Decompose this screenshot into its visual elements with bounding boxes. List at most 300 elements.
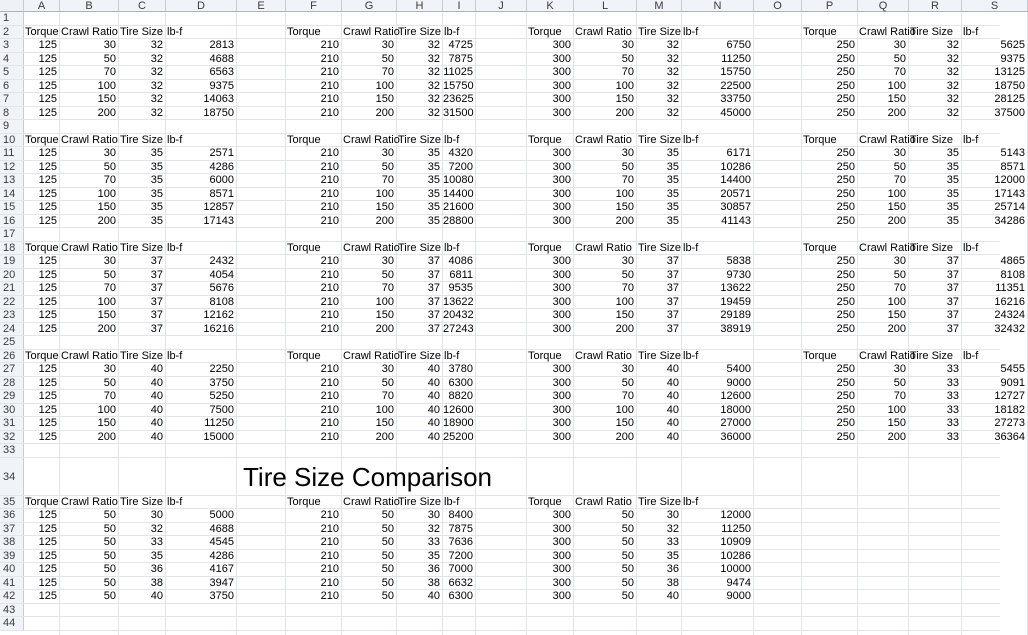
cell-value[interactable]: 11351 <box>995 282 1025 295</box>
cell-value[interactable]: 70 <box>103 66 116 79</box>
row-header-40[interactable]: 40 <box>0 563 24 577</box>
cell-value[interactable]: 32 <box>427 39 440 52</box>
cell-value[interactable]: 300 <box>552 106 571 119</box>
cell-value[interactable]: 50 <box>621 509 634 522</box>
column-header-p[interactable]: P <box>802 0 858 12</box>
cell-value[interactable]: 32 <box>150 106 163 119</box>
cell-value[interactable]: 200 <box>375 430 394 443</box>
cell-value[interactable]: 36000 <box>720 430 751 443</box>
cell-value[interactable]: 250 <box>836 309 855 322</box>
cell-value[interactable]: 70 <box>381 66 394 79</box>
cell-value[interactable]: 35 <box>666 549 679 562</box>
cell-value[interactable]: 300 <box>552 214 571 227</box>
cell-value[interactable]: 200 <box>375 214 394 227</box>
cell-value[interactable]: 7200 <box>448 549 473 562</box>
cell-value[interactable]: 18750 <box>203 106 234 119</box>
column-label[interactable]: Crawl Ratio <box>343 241 400 254</box>
cell-value[interactable]: 210 <box>320 430 339 443</box>
cell-value[interactable]: 35 <box>427 214 440 227</box>
cell-value[interactable]: 5250 <box>209 390 234 403</box>
row-header-33[interactable]: 33 <box>0 444 24 458</box>
cell-value[interactable]: 10909 <box>720 536 751 549</box>
cell-value[interactable]: 100 <box>615 79 634 92</box>
column-label[interactable]: Tire Size <box>910 133 953 146</box>
cell-value[interactable]: 3750 <box>209 590 234 603</box>
cell-value[interactable]: 125 <box>38 563 57 576</box>
cell-value[interactable]: 30 <box>621 147 634 160</box>
cell-value[interactable]: 40 <box>666 417 679 430</box>
cell-value[interactable]: 7875 <box>448 52 473 65</box>
column-label[interactable]: Crawl Ratio <box>575 349 632 362</box>
row-header-1[interactable]: 1 <box>0 12 24 26</box>
cell-value[interactable]: 35 <box>666 160 679 173</box>
cell-value[interactable]: 210 <box>320 363 339 376</box>
column-label[interactable]: Torque <box>528 241 562 254</box>
column-label[interactable]: Crawl Ratio <box>343 25 400 38</box>
cell-value[interactable]: 40 <box>150 363 163 376</box>
cell-value[interactable]: 12600 <box>443 403 474 416</box>
cell-value[interactable]: 125 <box>38 201 57 214</box>
cell-value[interactable]: 50 <box>103 590 116 603</box>
cell-value[interactable]: 210 <box>320 174 339 187</box>
cell-value[interactable]: 70 <box>103 282 116 295</box>
column-label[interactable]: lb-f <box>444 349 460 362</box>
cell-value[interactable]: 12600 <box>720 390 751 403</box>
cell-value[interactable]: 32 <box>150 79 163 92</box>
cell-value[interactable]: 210 <box>320 549 339 562</box>
cell-value[interactable]: 300 <box>552 268 571 281</box>
cell-value[interactable]: 150 <box>97 417 116 430</box>
column-label[interactable]: Torque <box>25 25 59 38</box>
cell-value[interactable]: 125 <box>38 549 57 562</box>
column-label[interactable]: lb-f <box>167 133 183 146</box>
cell-value[interactable]: 50 <box>893 160 906 173</box>
column-label[interactable]: lb-f <box>963 349 979 362</box>
cell-value[interactable]: 200 <box>97 430 116 443</box>
cell-value[interactable]: 50 <box>621 563 634 576</box>
cell-value[interactable]: 250 <box>836 66 855 79</box>
column-label[interactable]: Torque <box>287 241 321 254</box>
cell-value[interactable]: 37 <box>666 282 679 295</box>
column-label[interactable]: Crawl Ratio <box>61 349 118 362</box>
cell-value[interactable]: 6300 <box>448 590 473 603</box>
cell-value[interactable]: 125 <box>38 174 57 187</box>
cell-value[interactable]: 4054 <box>209 268 234 281</box>
cell-value[interactable]: 5143 <box>1000 147 1025 160</box>
cell-value[interactable]: 50 <box>381 590 394 603</box>
cell-value[interactable]: 210 <box>320 106 339 119</box>
cell-value[interactable]: 2250 <box>209 363 234 376</box>
cell-value[interactable]: 37 <box>666 309 679 322</box>
cell-value[interactable]: 35 <box>666 187 679 200</box>
cell-value[interactable]: 37 <box>946 255 959 268</box>
cell-value[interactable]: 40 <box>666 363 679 376</box>
column-label[interactable]: Torque <box>803 349 837 362</box>
cell-value[interactable]: 6632 <box>448 576 473 589</box>
cell-value[interactable]: 33 <box>946 390 959 403</box>
cell-value[interactable]: 32 <box>946 106 959 119</box>
cell-value[interactable]: 20571 <box>720 187 751 200</box>
cell-value[interactable]: 9375 <box>1000 52 1025 65</box>
cell-value[interactable]: 70 <box>381 282 394 295</box>
cell-value[interactable]: 37 <box>427 268 440 281</box>
cell-value[interactable]: 250 <box>836 403 855 416</box>
column-label[interactable]: Torque <box>528 349 562 362</box>
cell-value[interactable]: 210 <box>320 66 339 79</box>
cell-value[interactable]: 70 <box>621 66 634 79</box>
cell-value[interactable]: 32 <box>150 52 163 65</box>
cell-value[interactable]: 4545 <box>209 536 234 549</box>
cell-value[interactable]: 12727 <box>994 390 1025 403</box>
cell-value[interactable]: 6563 <box>209 66 234 79</box>
cell-value[interactable]: 125 <box>38 509 57 522</box>
cell-value[interactable]: 100 <box>97 403 116 416</box>
cell-value[interactable]: 35 <box>150 549 163 562</box>
cell-value[interactable]: 7500 <box>209 403 234 416</box>
column-label[interactable]: lb-f <box>444 133 460 146</box>
cell-value[interactable]: 21600 <box>443 201 474 214</box>
column-header-k[interactable]: K <box>527 0 574 12</box>
cell-value[interactable]: 50 <box>103 52 116 65</box>
cell-value[interactable]: 300 <box>552 430 571 443</box>
cell-value[interactable]: 125 <box>38 79 57 92</box>
cell-value[interactable]: 45000 <box>720 106 751 119</box>
cell-value[interactable]: 50 <box>381 52 394 65</box>
cell-value[interactable]: 8820 <box>448 390 473 403</box>
cell-value[interactable]: 125 <box>38 536 57 549</box>
cell-value[interactable]: 35 <box>946 160 959 173</box>
column-header-d[interactable]: D <box>166 0 237 12</box>
cell-value[interactable]: 9730 <box>726 268 751 281</box>
cell-value[interactable]: 10286 <box>720 160 751 173</box>
cell-value[interactable]: 12000 <box>994 174 1025 187</box>
cell-value[interactable]: 125 <box>38 39 57 52</box>
cell-value[interactable]: 32 <box>150 66 163 79</box>
row-header-20[interactable]: 20 <box>0 269 24 283</box>
cell-value[interactable]: 200 <box>887 106 906 119</box>
column-header-m[interactable]: M <box>637 0 682 12</box>
cell-value[interactable]: 300 <box>552 590 571 603</box>
column-label[interactable]: Tire Size <box>398 349 441 362</box>
cell-value[interactable]: 250 <box>836 106 855 119</box>
cell-value[interactable]: 35 <box>427 160 440 173</box>
cell-value[interactable]: 18182 <box>994 403 1025 416</box>
column-label[interactable]: Torque <box>528 25 562 38</box>
cell-value[interactable]: 210 <box>320 576 339 589</box>
cell-value[interactable]: 5625 <box>1000 39 1025 52</box>
cell-value[interactable]: 210 <box>320 590 339 603</box>
cell-value[interactable]: 36 <box>427 563 440 576</box>
cell-value[interactable]: 50 <box>621 549 634 562</box>
cell-value[interactable]: 50 <box>381 268 394 281</box>
cell-value[interactable]: 50 <box>893 52 906 65</box>
cell-value[interactable]: 300 <box>552 363 571 376</box>
row-header-2[interactable]: 2 <box>0 26 24 40</box>
cell-value[interactable]: 38 <box>427 576 440 589</box>
cell-value[interactable]: 70 <box>893 66 906 79</box>
column-label[interactable]: Torque <box>287 349 321 362</box>
cell-value[interactable]: 50 <box>381 160 394 173</box>
cell-value[interactable]: 4688 <box>209 52 234 65</box>
cell-value[interactable]: 125 <box>38 376 57 389</box>
cell-value[interactable]: 35 <box>666 147 679 160</box>
cell-value[interactable]: 125 <box>38 52 57 65</box>
column-label[interactable]: lb-f <box>167 25 183 38</box>
cell-value[interactable]: 5455 <box>1000 363 1025 376</box>
cell-value[interactable]: 38 <box>150 576 163 589</box>
cell-value[interactable]: 50 <box>893 376 906 389</box>
cell-value[interactable]: 32 <box>666 106 679 119</box>
cell-value[interactable]: 13622 <box>443 295 474 308</box>
cell-value[interactable]: 11250 <box>721 522 751 535</box>
column-label[interactable]: lb-f <box>683 495 699 508</box>
cell-value[interactable]: 32 <box>666 39 679 52</box>
cell-value[interactable]: 250 <box>836 417 855 430</box>
cell-value[interactable]: 32 <box>427 522 440 535</box>
row-header-41[interactable]: 41 <box>0 577 24 591</box>
cell-value[interactable]: 35 <box>150 214 163 227</box>
row-header-32[interactable]: 32 <box>0 431 24 445</box>
select-all-corner[interactable] <box>0 0 24 12</box>
cell-value[interactable]: 210 <box>320 255 339 268</box>
cell-value[interactable]: 24324 <box>994 309 1025 322</box>
row-header-6[interactable]: 6 <box>0 80 24 94</box>
cell-value[interactable]: 25714 <box>994 201 1025 214</box>
column-label[interactable]: Torque <box>25 495 59 508</box>
column-label[interactable]: lb-f <box>167 241 183 254</box>
cell-value[interactable]: 8571 <box>1000 160 1025 173</box>
cell-value[interactable]: 22500 <box>720 79 751 92</box>
cell-value[interactable]: 100 <box>615 295 634 308</box>
cell-value[interactable]: 125 <box>38 522 57 535</box>
cell-value[interactable]: 12162 <box>203 309 234 322</box>
cell-value[interactable]: 210 <box>320 79 339 92</box>
cell-value[interactable]: 70 <box>621 282 634 295</box>
cell-value[interactable]: 32 <box>946 52 959 65</box>
cell-value[interactable]: 18900 <box>443 417 474 430</box>
row-header-35[interactable]: 35 <box>0 496 24 510</box>
cell-value[interactable]: 70 <box>103 390 116 403</box>
cell-value[interactable]: 17143 <box>203 214 234 227</box>
cell-value[interactable]: 125 <box>38 430 57 443</box>
cell-value[interactable]: 20432 <box>443 309 474 322</box>
cell-value[interactable]: 33750 <box>720 93 751 106</box>
row-header-12[interactable]: 12 <box>0 161 24 175</box>
cell-value[interactable]: 35 <box>150 187 163 200</box>
cell-value[interactable]: 50 <box>381 509 394 522</box>
cell-value[interactable]: 100 <box>375 187 394 200</box>
cell-value[interactable]: 125 <box>38 282 57 295</box>
column-header-q[interactable]: Q <box>858 0 909 12</box>
cell-value[interactable]: 11250 <box>204 417 234 430</box>
column-label[interactable]: Torque <box>287 133 321 146</box>
column-label[interactable]: Torque <box>803 133 837 146</box>
row-header-23[interactable]: 23 <box>0 309 24 323</box>
cell-value[interactable]: 100 <box>97 79 116 92</box>
cell-value[interactable]: 125 <box>38 93 57 106</box>
cell-value[interactable]: 40 <box>150 403 163 416</box>
cell-value[interactable]: 250 <box>836 390 855 403</box>
cell-value[interactable]: 35 <box>427 187 440 200</box>
cell-value[interactable]: 210 <box>320 187 339 200</box>
cell-value[interactable]: 37 <box>150 268 163 281</box>
cell-value[interactable]: 300 <box>552 322 571 335</box>
cell-value[interactable]: 19459 <box>720 295 751 308</box>
column-label[interactable]: lb-f <box>167 495 183 508</box>
cell-value[interactable]: 50 <box>893 268 906 281</box>
cell-value[interactable]: 125 <box>38 590 57 603</box>
cell-value[interactable]: 150 <box>887 201 906 214</box>
column-label[interactable]: lb-f <box>167 349 183 362</box>
cell-value[interactable]: 50 <box>103 160 116 173</box>
cell-value[interactable]: 100 <box>887 187 906 200</box>
cell-value[interactable]: 7636 <box>448 536 473 549</box>
cell-value[interactable]: 2432 <box>209 255 234 268</box>
cell-value[interactable]: 32 <box>150 93 163 106</box>
cell-value[interactable]: 125 <box>38 363 57 376</box>
cell-value[interactable]: 40 <box>666 403 679 416</box>
cell-value[interactable]: 37 <box>666 255 679 268</box>
cell-value[interactable]: 125 <box>38 106 57 119</box>
column-label[interactable]: lb-f <box>963 133 979 146</box>
row-header-28[interactable]: 28 <box>0 377 24 391</box>
cell-value[interactable]: 30 <box>381 39 394 52</box>
cell-value[interactable]: 8108 <box>1000 268 1025 281</box>
cell-value[interactable]: 40 <box>427 390 440 403</box>
cell-value[interactable]: 33 <box>666 536 679 549</box>
cell-value[interactable]: 50 <box>381 549 394 562</box>
cell-value[interactable]: 210 <box>320 376 339 389</box>
cell-value[interactable]: 32 <box>427 66 440 79</box>
cell-value[interactable]: 35 <box>427 201 440 214</box>
cell-value[interactable]: 30 <box>893 255 906 268</box>
cell-value[interactable]: 27243 <box>443 322 474 335</box>
cell-value[interactable]: 10286 <box>720 549 751 562</box>
cell-value[interactable]: 35 <box>946 147 959 160</box>
column-label[interactable]: Crawl Ratio <box>859 349 916 362</box>
row-header-44[interactable]: 44 <box>0 617 24 631</box>
cell-value[interactable]: 37 <box>946 322 959 335</box>
column-label[interactable]: Tire Size <box>120 25 163 38</box>
column-label[interactable]: Crawl Ratio <box>343 349 400 362</box>
cell-value[interactable]: 7875 <box>448 522 473 535</box>
cell-value[interactable]: 50 <box>103 509 116 522</box>
cell-value[interactable]: 300 <box>552 376 571 389</box>
cell-value[interactable]: 32 <box>150 522 163 535</box>
cell-value[interactable]: 100 <box>887 79 906 92</box>
cell-value[interactable]: 30 <box>381 255 394 268</box>
cell-value[interactable]: 300 <box>552 255 571 268</box>
cell-value[interactable]: 210 <box>320 563 339 576</box>
row-header-24[interactable]: 24 <box>0 323 24 337</box>
cell-value[interactable]: 250 <box>836 160 855 173</box>
row-header-3[interactable]: 3 <box>0 39 24 53</box>
cell-value[interactable]: 300 <box>552 174 571 187</box>
row-header-38[interactable]: 38 <box>0 536 24 550</box>
cell-value[interactable]: 210 <box>320 160 339 173</box>
column-label[interactable]: Tire Size <box>120 133 163 146</box>
cell-value[interactable]: 4286 <box>209 549 234 562</box>
cell-value[interactable]: 25200 <box>443 430 474 443</box>
column-label[interactable]: Crawl Ratio <box>61 241 118 254</box>
cell-value[interactable]: 12857 <box>203 201 234 214</box>
cell-value[interactable]: 210 <box>320 403 339 416</box>
cell-value[interactable]: 210 <box>320 309 339 322</box>
cell-value[interactable]: 15750 <box>720 66 751 79</box>
cell-value[interactable]: 35 <box>946 214 959 227</box>
cell-value[interactable]: 28800 <box>443 214 474 227</box>
cell-value[interactable]: 100 <box>97 295 116 308</box>
column-label[interactable]: Torque <box>287 495 321 508</box>
cell-value[interactable]: 150 <box>887 309 906 322</box>
cell-value[interactable]: 40 <box>427 403 440 416</box>
cell-value[interactable]: 70 <box>893 282 906 295</box>
column-label[interactable]: Torque <box>528 133 562 146</box>
cell-value[interactable]: 210 <box>320 322 339 335</box>
cell-value[interactable]: 125 <box>38 160 57 173</box>
cell-value[interactable]: 150 <box>97 309 116 322</box>
cell-value[interactable]: 210 <box>320 390 339 403</box>
cell-value[interactable]: 6300 <box>448 376 473 389</box>
cell-value[interactable]: 210 <box>320 536 339 549</box>
row-header-15[interactable]: 15 <box>0 201 24 215</box>
row-header-8[interactable]: 8 <box>0 107 24 121</box>
column-header-g[interactable]: G <box>342 0 397 12</box>
column-header-h[interactable]: H <box>397 0 443 12</box>
row-header-16[interactable]: 16 <box>0 215 24 229</box>
cell-value[interactable]: 11025 <box>443 66 473 79</box>
column-label[interactable]: Crawl Ratio <box>575 25 632 38</box>
cell-value[interactable]: 150 <box>615 93 634 106</box>
column-label[interactable]: Crawl Ratio <box>343 495 400 508</box>
column-label[interactable]: Tire Size <box>398 25 441 38</box>
column-label[interactable]: Tire Size <box>398 241 441 254</box>
column-label[interactable]: lb-f <box>444 241 460 254</box>
row-header-21[interactable]: 21 <box>0 282 24 296</box>
cell-value[interactable]: 250 <box>836 147 855 160</box>
cell-value[interactable]: 125 <box>38 268 57 281</box>
cell-value[interactable]: 210 <box>320 509 339 522</box>
column-label[interactable]: Tire Size <box>638 25 681 38</box>
cell-value[interactable]: 30 <box>621 363 634 376</box>
cell-value[interactable]: 32 <box>427 79 440 92</box>
row-header-25[interactable]: 25 <box>0 336 24 350</box>
cell-value[interactable]: 100 <box>375 295 394 308</box>
column-label[interactable]: Crawl Ratio <box>343 133 400 146</box>
column-label[interactable]: Tire Size <box>910 241 953 254</box>
cell-value[interactable]: 35 <box>427 174 440 187</box>
cell-value[interactable]: 125 <box>38 322 57 335</box>
cell-value[interactable]: 125 <box>38 576 57 589</box>
cell-value[interactable]: 50 <box>621 160 634 173</box>
cell-value[interactable]: 250 <box>836 363 855 376</box>
cell-value[interactable]: 37 <box>150 255 163 268</box>
column-label[interactable]: Crawl Ratio <box>61 495 118 508</box>
cell-value[interactable]: 250 <box>836 201 855 214</box>
cell-value[interactable]: 150 <box>375 93 394 106</box>
cell-value[interactable]: 300 <box>552 282 571 295</box>
cell-value[interactable]: 32432 <box>994 322 1025 335</box>
row-header-9[interactable]: 9 <box>0 120 24 134</box>
cell-value[interactable]: 150 <box>97 93 116 106</box>
cell-value[interactable]: 300 <box>552 403 571 416</box>
cell-value[interactable]: 150 <box>375 201 394 214</box>
cell-value[interactable]: 40 <box>666 430 679 443</box>
cell-value[interactable]: 33 <box>946 417 959 430</box>
cell-value[interactable]: 70 <box>621 174 634 187</box>
cell-value[interactable]: 300 <box>552 390 571 403</box>
cell-value[interactable]: 40 <box>666 590 679 603</box>
